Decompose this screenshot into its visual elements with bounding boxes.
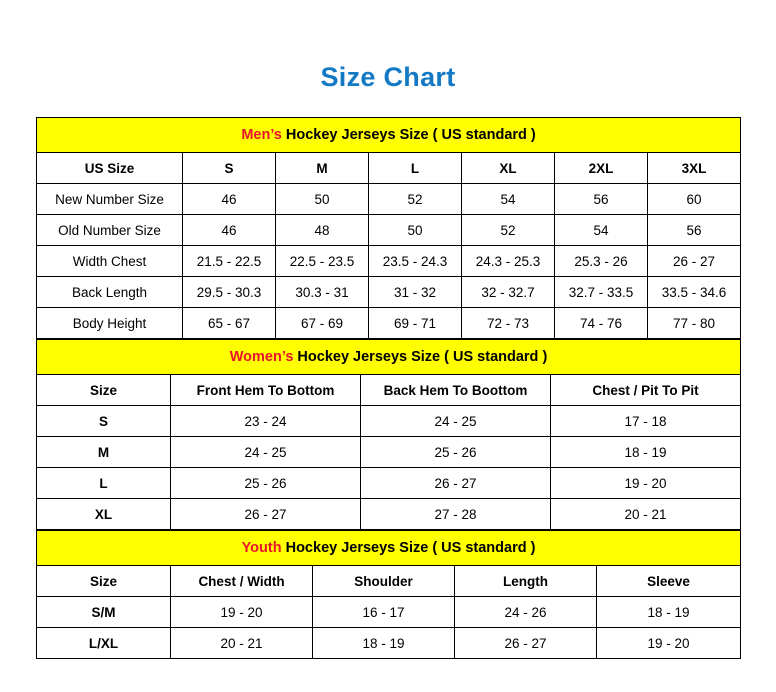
mens-row-0-label: New Number Size bbox=[37, 184, 183, 215]
youth-section-header-row bbox=[37, 531, 741, 566]
mens-row-4-cell-5: 77 - 80 bbox=[648, 308, 741, 339]
mens-row-2-cell-3: 24.3 - 25.3 bbox=[462, 246, 555, 277]
mens-row-4-cell-3: 72 - 73 bbox=[462, 308, 555, 339]
womens-col-2: Back Hem To Boottom bbox=[361, 375, 551, 406]
youth-col-1: Chest / Width bbox=[171, 566, 313, 597]
page-title: Size Chart bbox=[320, 62, 456, 92]
womens-row-1-cell-0: 24 - 25 bbox=[171, 437, 361, 468]
youth-size-table bbox=[36, 530, 741, 659]
mens-row-3-cell-1: 30.3 - 31 bbox=[276, 277, 369, 308]
womens-row-2-cell-2: 19 - 20 bbox=[551, 468, 741, 499]
womens-section-header-accent: Women’s bbox=[229, 349, 294, 365]
table-row bbox=[37, 468, 741, 499]
mens-section-header-rest: Hockey Jerseys Size ( US standard ) bbox=[281, 127, 536, 143]
youth-column-header-row bbox=[37, 566, 741, 597]
mens-row-0-cell-5: 60 bbox=[648, 184, 741, 215]
womens-row-0-cell-0: 23 - 24 bbox=[171, 406, 361, 437]
table-row bbox=[37, 184, 741, 215]
youth-col-3: Length bbox=[455, 566, 597, 597]
youth-row-1-cell-1: 18 - 19 bbox=[313, 628, 455, 659]
womens-row-3-cell-2: 20 - 21 bbox=[551, 499, 741, 530]
mens-row-3-label: Back Length bbox=[37, 277, 183, 308]
youth-col-0: Size bbox=[37, 566, 171, 597]
mens-row-1-label: Old Number Size bbox=[37, 215, 183, 246]
womens-row-0-cell-2: 17 - 18 bbox=[551, 406, 741, 437]
mens-section-header bbox=[37, 118, 741, 153]
mens-row-3-cell-3: 32 - 32.7 bbox=[462, 277, 555, 308]
mens-section-header-row bbox=[37, 118, 741, 153]
mens-row-4-cell-2: 69 - 71 bbox=[369, 308, 462, 339]
womens-row-1-label: M bbox=[37, 437, 171, 468]
womens-col-1: Front Hem To Bottom bbox=[171, 375, 361, 406]
mens-size-table bbox=[36, 117, 741, 339]
mens-row-4-label: Body Height bbox=[37, 308, 183, 339]
mens-row-2-cell-1: 22.5 - 23.5 bbox=[276, 246, 369, 277]
table-row bbox=[37, 499, 741, 530]
youth-section-header bbox=[37, 531, 741, 566]
table-row bbox=[37, 277, 741, 308]
youth-col-2: Shoulder bbox=[313, 566, 455, 597]
youth-section-header-rest: Hockey Jerseys Size ( US standard ) bbox=[281, 540, 536, 556]
mens-row-1-cell-2: 50 bbox=[369, 215, 462, 246]
mens-row-1-cell-4: 54 bbox=[555, 215, 648, 246]
womens-row-2-cell-1: 26 - 27 bbox=[361, 468, 551, 499]
mens-row-3-cell-2: 31 - 32 bbox=[369, 277, 462, 308]
mens-row-1-cell-0: 46 bbox=[183, 215, 276, 246]
mens-row-2-cell-0: 21.5 - 22.5 bbox=[183, 246, 276, 277]
mens-row-4-cell-4: 74 - 76 bbox=[555, 308, 648, 339]
mens-row-2-cell-2: 23.5 - 24.3 bbox=[369, 246, 462, 277]
youth-row-0-cell-3: 18 - 19 bbox=[597, 597, 741, 628]
womens-row-3-cell-0: 26 - 27 bbox=[171, 499, 361, 530]
mens-col-2: M bbox=[276, 153, 369, 184]
youth-row-0-label: S/M bbox=[37, 597, 171, 628]
mens-row-2-cell-4: 25.3 - 26 bbox=[555, 246, 648, 277]
youth-row-1-cell-0: 20 - 21 bbox=[171, 628, 313, 659]
mens-col-3: L bbox=[369, 153, 462, 184]
mens-row-3-cell-4: 32.7 - 33.5 bbox=[555, 277, 648, 308]
mens-row-3-cell-5: 33.5 - 34.6 bbox=[648, 277, 741, 308]
mens-row-4-cell-0: 65 - 67 bbox=[183, 308, 276, 339]
mens-col-1: S bbox=[183, 153, 276, 184]
mens-row-1-cell-3: 52 bbox=[462, 215, 555, 246]
table-row bbox=[37, 308, 741, 339]
womens-col-0: Size bbox=[37, 375, 171, 406]
womens-row-0-cell-1: 24 - 25 bbox=[361, 406, 551, 437]
mens-row-2-cell-5: 26 - 27 bbox=[648, 246, 741, 277]
womens-section-header bbox=[37, 340, 741, 375]
mens-column-header-row bbox=[37, 153, 741, 184]
womens-section-header-row bbox=[37, 340, 741, 375]
table-row bbox=[37, 597, 741, 628]
womens-row-2-label: L bbox=[37, 468, 171, 499]
womens-row-3-label: XL bbox=[37, 499, 171, 530]
youth-row-1-cell-2: 26 - 27 bbox=[455, 628, 597, 659]
womens-row-2-cell-0: 25 - 26 bbox=[171, 468, 361, 499]
womens-row-3-cell-1: 27 - 28 bbox=[361, 499, 551, 530]
mens-row-1-cell-5: 56 bbox=[648, 215, 741, 246]
mens-row-0-cell-2: 52 bbox=[369, 184, 462, 215]
youth-row-0-cell-0: 19 - 20 bbox=[171, 597, 313, 628]
mens-col-0: US Size bbox=[37, 153, 183, 184]
mens-col-5: 2XL bbox=[555, 153, 648, 184]
womens-column-header-row bbox=[37, 375, 741, 406]
table-row bbox=[37, 246, 741, 277]
mens-row-0-cell-1: 50 bbox=[276, 184, 369, 215]
mens-col-6: 3XL bbox=[648, 153, 741, 184]
youth-section-header-accent: Youth bbox=[241, 540, 282, 556]
youth-row-1-label: L/XL bbox=[37, 628, 171, 659]
youth-col-4: Sleeve bbox=[597, 566, 741, 597]
youth-row-0-cell-1: 16 - 17 bbox=[313, 597, 455, 628]
table-row bbox=[37, 406, 741, 437]
mens-col-4: XL bbox=[462, 153, 555, 184]
mens-row-3-cell-0: 29.5 - 30.3 bbox=[183, 277, 276, 308]
mens-row-0-cell-0: 46 bbox=[183, 184, 276, 215]
womens-row-0-label: S bbox=[37, 406, 171, 437]
mens-row-0-cell-4: 56 bbox=[555, 184, 648, 215]
mens-section-header-accent: Men’s bbox=[241, 127, 282, 143]
youth-row-1-cell-3: 19 - 20 bbox=[597, 628, 741, 659]
womens-row-1-cell-1: 25 - 26 bbox=[361, 437, 551, 468]
mens-row-4-cell-1: 67 - 69 bbox=[276, 308, 369, 339]
mens-row-2-label: Width Chest bbox=[37, 246, 183, 277]
mens-row-1-cell-1: 48 bbox=[276, 215, 369, 246]
table-row bbox=[37, 628, 741, 659]
womens-section-header-rest: Hockey Jerseys Size ( US standard ) bbox=[293, 349, 548, 365]
mens-row-0-cell-3: 54 bbox=[462, 184, 555, 215]
size-chart-tables bbox=[36, 117, 740, 659]
youth-row-0-cell-2: 24 - 26 bbox=[455, 597, 597, 628]
womens-size-table bbox=[36, 339, 741, 530]
womens-row-1-cell-2: 18 - 19 bbox=[551, 437, 741, 468]
womens-col-3: Chest / Pit To Pit bbox=[551, 375, 741, 406]
table-row bbox=[37, 215, 741, 246]
table-row bbox=[37, 437, 741, 468]
